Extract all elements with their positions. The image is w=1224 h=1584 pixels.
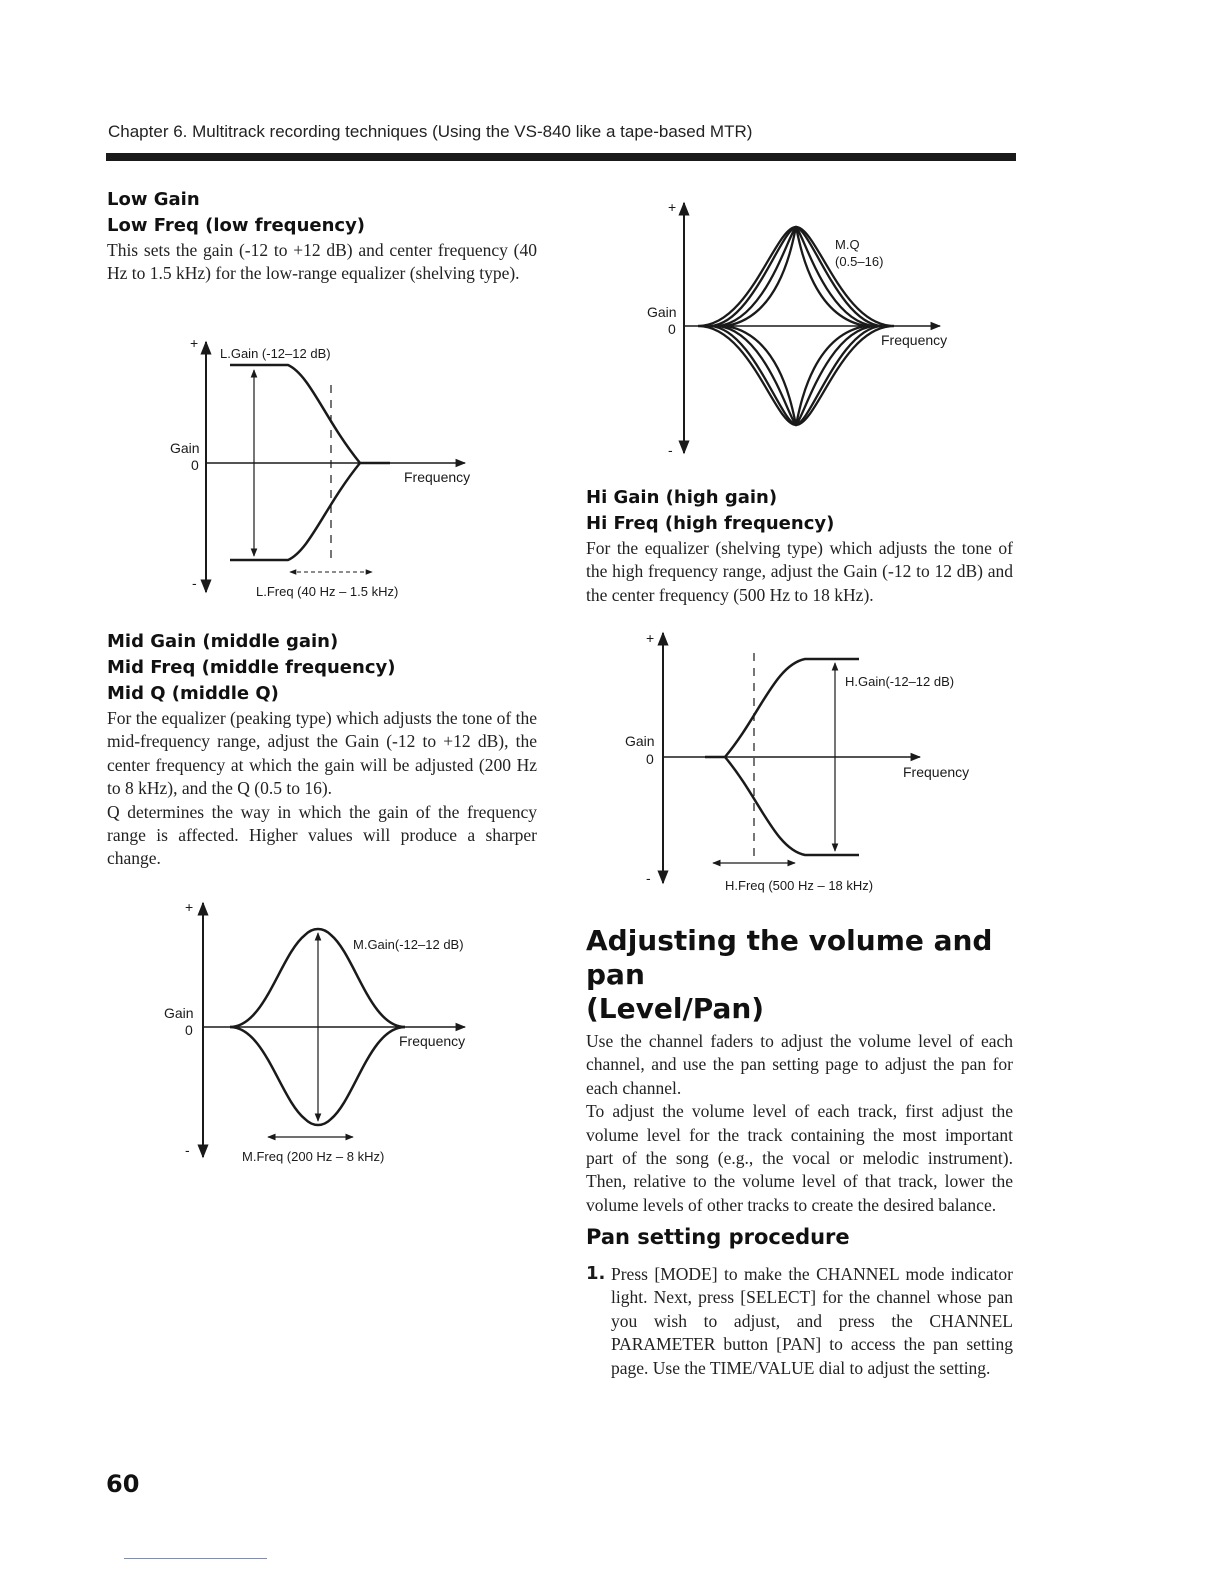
low-freq-range-label: L.Freq (40 Hz – 1.5 kHz)	[256, 584, 399, 599]
hi-minus-label: -	[646, 870, 651, 886]
mid-minus-label: -	[185, 1142, 190, 1158]
q-minus-label: -	[668, 442, 673, 458]
hi-boost-curve	[705, 659, 859, 757]
low-description: This sets the gain (-12 to +12 dB) and center frequency (40 Hz to 1.5 kHz) for the low-range equalizer (shelving type).	[107, 240, 537, 284]
adjust-description-2: To adjust the volume level of each track, first adjust the volume level for the track containing the most important part of the song (e.g., the vocal or melodic instrument). Then, relative to the volume level of that track, lower the volume levels of other tracks to create the desired balance.	[586, 1101, 1013, 1215]
low-cut-curve	[230, 463, 360, 560]
adjust-title-line2: (Level/Pan)	[586, 992, 765, 1025]
low-frequency-label: Frequency	[404, 469, 471, 485]
mid-frequency-label: Frequency	[399, 1033, 466, 1049]
q-range-label: (0.5–16)	[835, 254, 884, 269]
low-section	[107, 187, 537, 286]
mid-plus-label: +	[185, 899, 194, 915]
low-eq-figure	[160, 330, 490, 610]
adjust-description-1: Use the channel faders to adjust the volume level of each channel, and use the pan setting page to adjust the pan for each channel.	[586, 1031, 1013, 1098]
hi-cut-curve	[725, 757, 859, 855]
hi-gain-heading: Hi Gain (high gain)	[586, 487, 778, 508]
mid-section	[107, 629, 537, 871]
hi-gain-label: Gain	[625, 733, 655, 749]
mid-q-description: Q determines the way in which the gain of the frequency range is affected. Higher values will produce a sharper change.	[107, 801, 537, 869]
mid-description: For the equalizer (peaking type) which adjusts the tone of the mid-frequency range, adjust the Gain (-12 to +12 dB), the center frequency at which the gain will be adjusted (200 Hz to 8 kHz), and the Q (0.5 to 16).	[107, 708, 537, 799]
pan-title: Pan setting procedure	[586, 1225, 850, 1249]
q-eq-figure	[640, 195, 960, 460]
mid-gain-label: Gain	[164, 1005, 194, 1021]
header-rule	[106, 153, 1016, 161]
hi-zero-label: 0	[646, 751, 654, 767]
q-frequency-label: Frequency	[881, 332, 948, 348]
pan-section	[586, 1223, 1013, 1380]
low-gain-label: Gain	[170, 440, 200, 456]
hi-description: For the equalizer (shelving type) which adjusts the tone of the high frequency range, adjust the Gain (-12 to 12 dB) and the center frequency (500 Hz to 18 kHz).	[586, 538, 1013, 605]
hi-gain-range-label: H.Gain(-12–12 dB)	[845, 674, 955, 689]
step-text: Press [MODE] to make the CHANNEL mode indicator light. Next, press [SELECT] for the channel whose pan you wish to adjust, and press the CHANNEL PARAMETER button [PAN] to access the pan setting page. Use the TIME/VALUE dial to adjust the setting.	[611, 1264, 1013, 1378]
page-number: 60	[106, 1470, 140, 1498]
hi-frequency-label: Frequency	[903, 764, 970, 780]
adjust-section	[586, 924, 1013, 1217]
pan-step-1	[586, 1263, 1013, 1380]
hi-freq-heading: Hi Freq (high frequency)	[586, 513, 835, 534]
low-gain-heading: Low Gain	[107, 189, 200, 210]
low-gain-range-label: L.Gain (-12–12 dB)	[220, 346, 331, 361]
q-gain-label: Gain	[647, 304, 677, 320]
hi-eq-figure	[615, 625, 985, 900]
mid-gain-heading: Mid Gain (middle gain)	[107, 631, 339, 652]
low-plus-label: +	[190, 335, 199, 351]
bottom-rule	[124, 1558, 267, 1559]
step-number: 1.	[586, 1263, 606, 1284]
mid-freq-range-label: M.Freq (200 Hz – 8 kHz)	[242, 1149, 385, 1164]
mid-q-heading: Mid Q (middle Q)	[107, 683, 279, 704]
low-minus-label: -	[192, 575, 197, 591]
mid-gain-range-label: M.Gain(-12–12 dB)	[353, 937, 464, 952]
adjust-title-line1: Adjusting the volume and pan	[586, 924, 993, 991]
hi-section	[586, 485, 1013, 607]
hi-plus-label: +	[646, 630, 655, 646]
hi-freq-range-label: H.Freq (500 Hz – 18 kHz)	[725, 878, 874, 893]
mid-eq-figure	[155, 895, 495, 1175]
low-freq-heading: Low Freq (low frequency)	[107, 215, 366, 236]
q-zero-label: 0	[668, 321, 676, 337]
mid-zero-label: 0	[185, 1022, 193, 1038]
q-plus-label: +	[668, 199, 677, 215]
mid-freq-heading: Mid Freq (middle frequency)	[107, 657, 396, 678]
q-label: M.Q	[835, 237, 860, 252]
low-zero-label: 0	[191, 457, 199, 473]
chapter-header: Chapter 6. Multitrack recording techniques (Using the VS-840 like a tape-based MTR)	[108, 122, 753, 141]
